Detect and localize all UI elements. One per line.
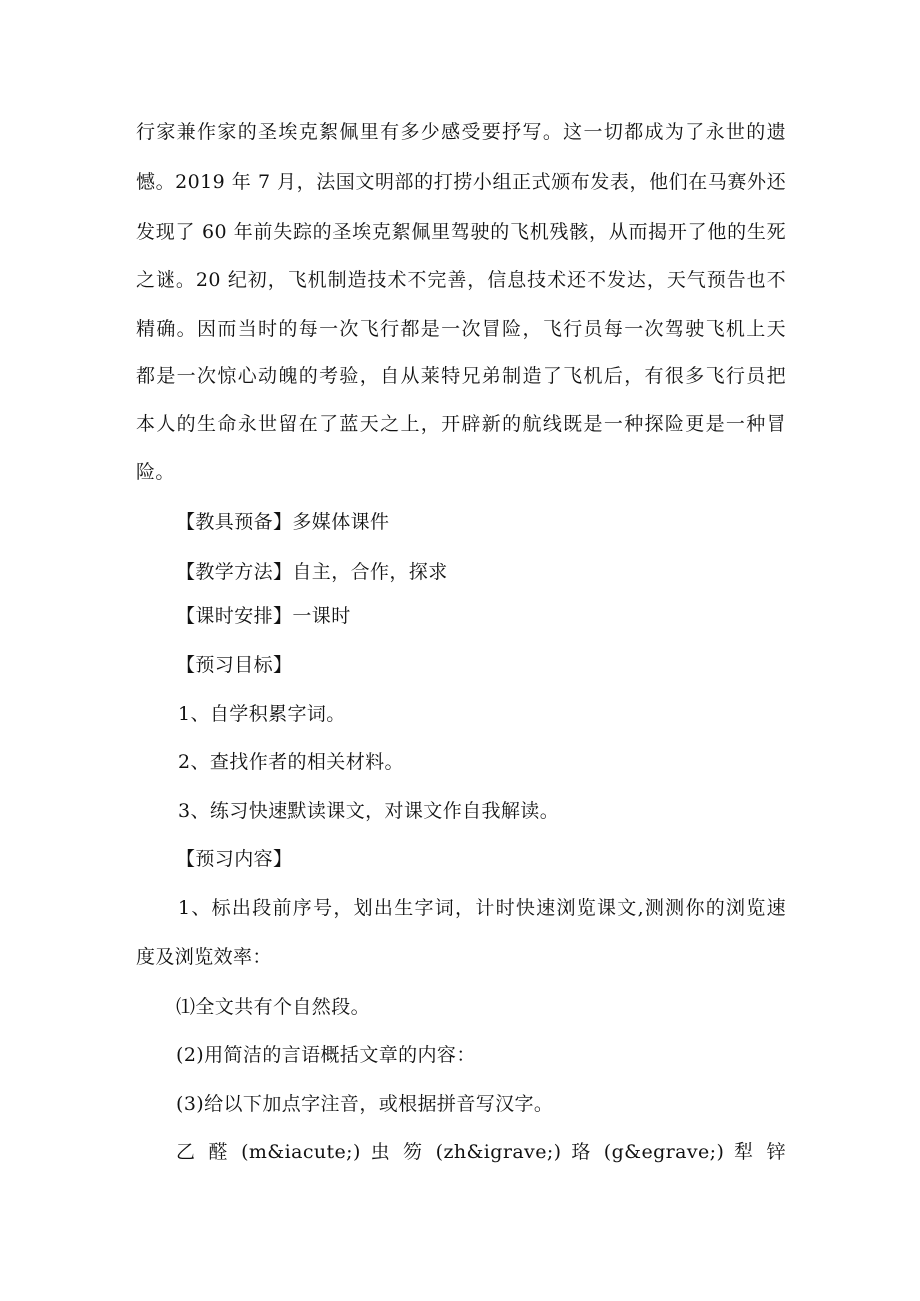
preview-content-heading: 【预习内容】 (176, 848, 293, 870)
preview-content-item-line: 1、标出段前序号，划出生字词，计时快速浏览课文,测测你的浏览速 (178, 897, 786, 919)
preview-subitem: (3)给以下加点字注音，或根据拼音写汉字。 (176, 1093, 554, 1115)
paragraph-line: 憾。2019 年 7 月，法国文明部的打捞小组正式颁布发表，他们在马赛外还 (136, 171, 786, 193)
preview-subitem: ⑴全文共有个自然段。 (176, 996, 371, 1018)
paragraph-line: 精确。因而当时的每一次飞行都是一次冒险，飞行员每一次驾驶飞机上天 (136, 318, 786, 340)
preview-subitem: (2)用简洁的言语概括文章的内容： (176, 1044, 476, 1066)
preview-goals-heading: 【预习目标】 (176, 654, 293, 676)
paragraph-line: 行家兼作家的圣埃克絮佩里有多少感受要抒写。这一切都成为了永世的遗 (136, 121, 786, 143)
preview-goal-item: 1、自学积累字词。 (178, 703, 346, 725)
preview-goal-item: 3、练习快速默读课文，对课文作自我解读。 (178, 800, 560, 822)
paragraph-line: 发现了 60 年前失踪的圣埃克絮佩里驾驶的飞机残骸，从而揭开了他的生死 (136, 221, 786, 243)
schedule-line: 【课时安排】一课时 (176, 605, 351, 627)
preview-goal-item: 2、查找作者的相关材料。 (178, 751, 404, 773)
paragraph-line: 之谜。20 纪初，飞机制造技术不完善，信息技术还不发达，天气预告也不 (136, 269, 786, 291)
paragraph-line: 险。 (136, 461, 175, 483)
pinyin-exercise-line: 乙 醛 (m&iacute;) 虫 笏 (zh&igrave;) 珞 (g&egrave;) 犁 锌 (176, 1141, 786, 1163)
paragraph-line: 都是一次惊心动魄的考验，自从莱特兄弟制造了飞机后，有很多飞行员把 (136, 365, 786, 387)
paragraph-line: 本人的生命永世留在了蓝天之上，开辟新的航线既是一种探险更是一种冒 (136, 413, 786, 435)
teaching-aids-line: 【教具预备】多媒体课件 (176, 511, 390, 533)
preview-content-item-line: 度及浏览效率： (136, 946, 272, 968)
teaching-method-line: 【教学方法】自主，合作，探求 (176, 561, 448, 583)
